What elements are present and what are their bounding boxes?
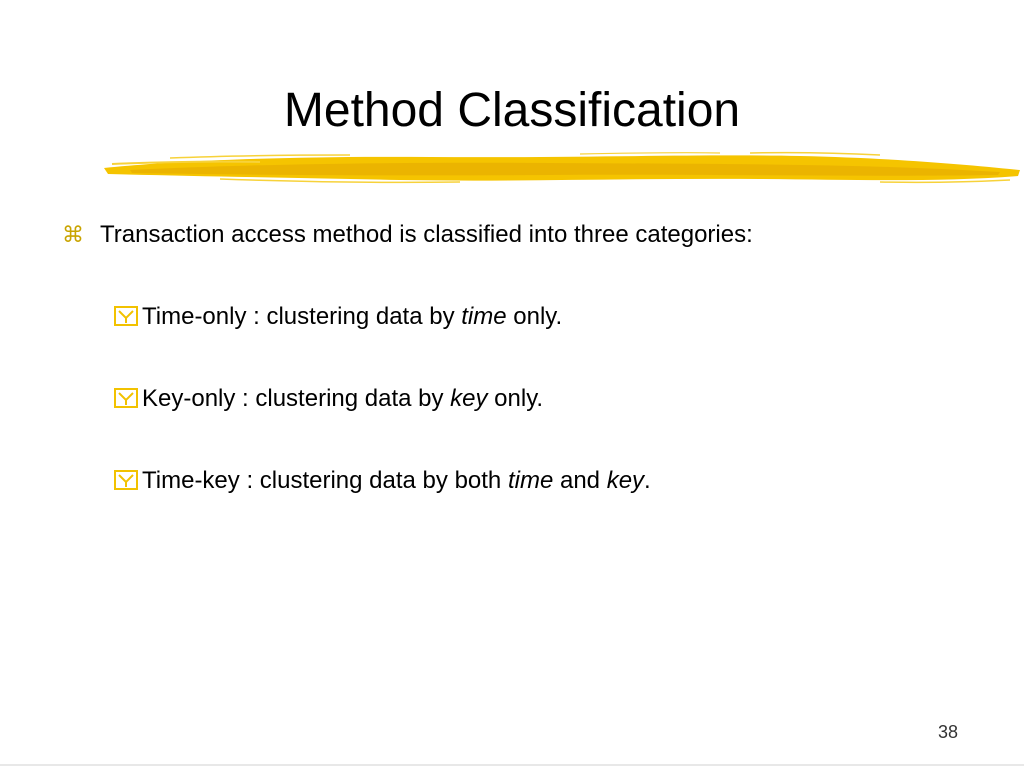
sub-bullet-item [114,382,543,416]
sub-bullet-item [114,464,651,498]
emphasis-text: key [606,467,645,494]
sub-bullet-item [114,300,562,334]
command-key-icon: ⌘ [62,222,84,247]
emphasis-text: key [450,385,488,412]
checkbox-y-icon [114,388,138,408]
sub-bullet-text: Time-only : clustering data by [142,303,462,330]
checkbox-y-icon [114,470,138,490]
emphasis-text: time [461,303,507,330]
sub-bullet-text: Key-only : clustering data by [142,385,451,412]
sub-bullet-text: . [644,467,651,494]
bottom-divider [0,764,1024,766]
sub-bullet-text: and [553,467,607,494]
sub-bullet-text: Time-key : clustering data by both [142,467,508,494]
page-number: 38 [937,722,958,742]
checkbox-y-icon [114,306,138,326]
main-bullet-text: Transaction access method is classified into three categories: [100,221,753,248]
brush-stroke-underline [100,146,1024,188]
sub-bullet-text: only. [506,303,563,330]
slide-title: Method Classification [283,84,741,137]
emphasis-text: time [507,467,554,494]
sub-bullet-text: only. [487,385,544,412]
main-bullet-item [62,218,753,252]
